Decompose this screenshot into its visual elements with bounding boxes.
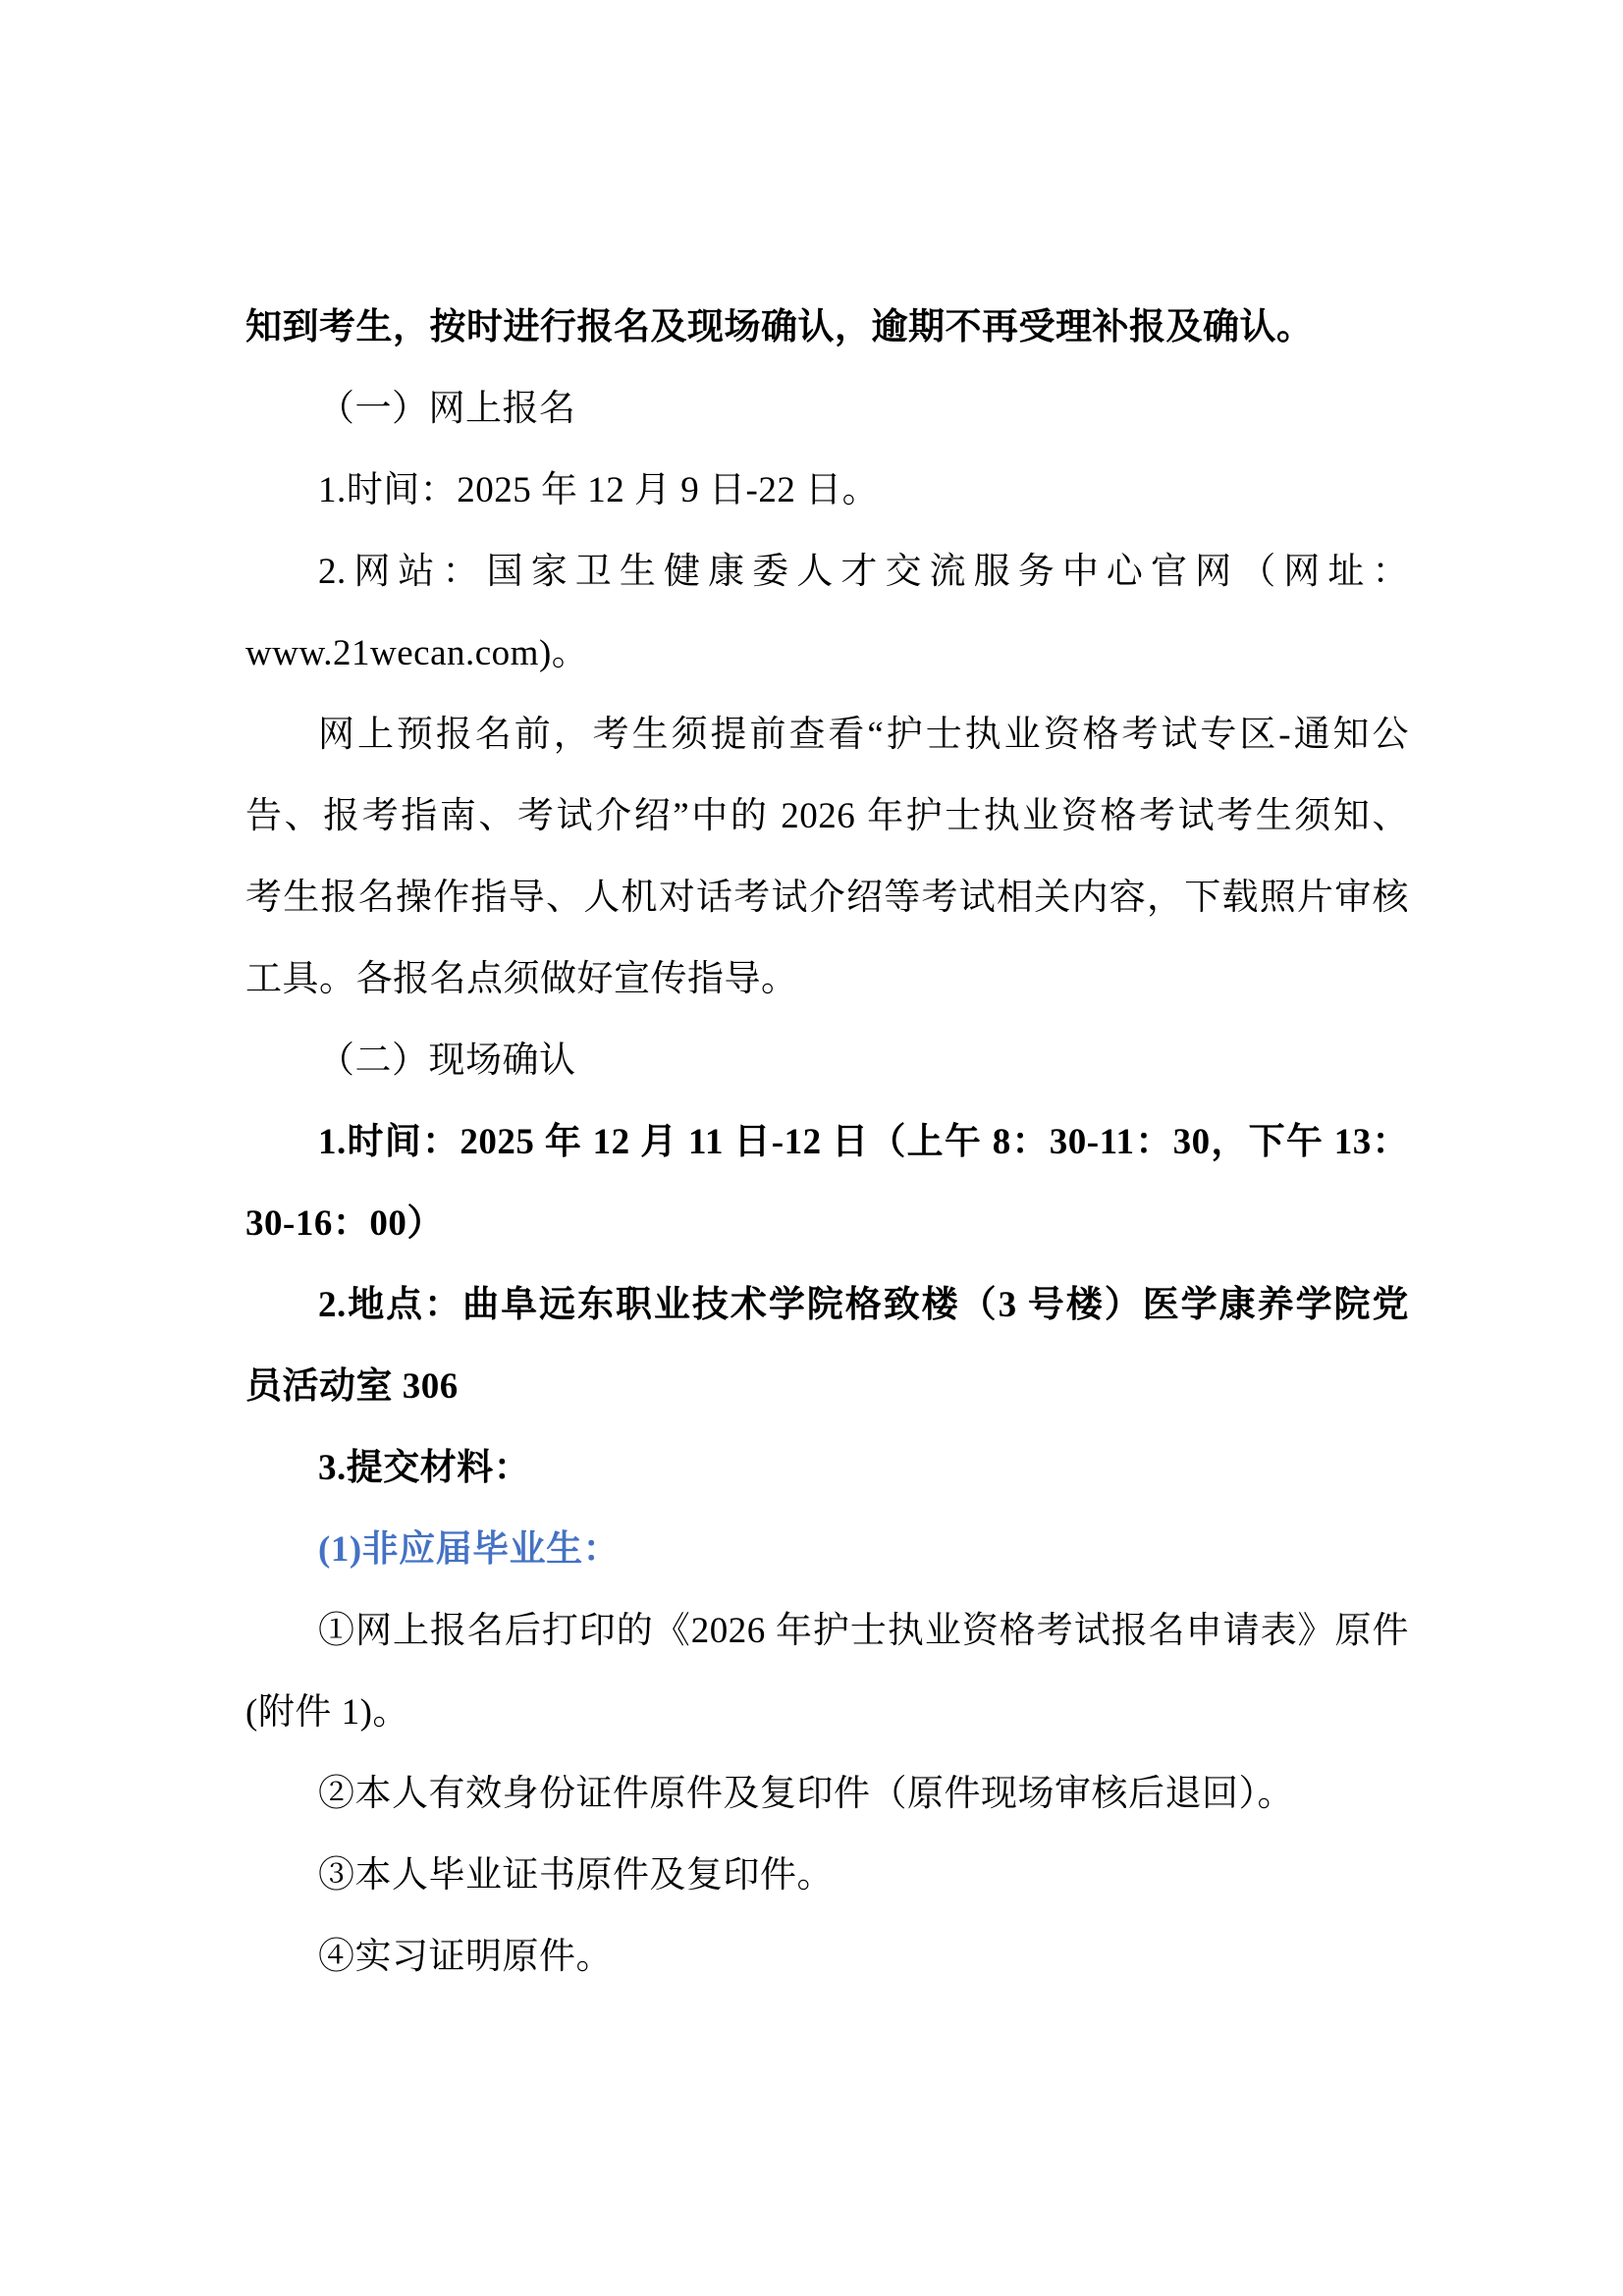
doc-line-onsite-time-1: 1.时间：2025 年 12 月 11 日-12 日（上午 8：30-11：30，下午 13： xyxy=(318,1122,1409,1162)
doc-line-onsite-time-2: 30-16：00） xyxy=(245,1203,444,1244)
doc-line-material-2: ②本人有效身份证件原件及复印件（原件现场审核后退回）。 xyxy=(318,1774,1294,1814)
doc-line-onsite-location-2: 员活动室 306 xyxy=(245,1366,459,1407)
doc-line-pre-reg-notice-3: 考生报名操作指导、人机对话考试介绍等考试相关内容，下载照片审核 xyxy=(245,878,1409,918)
doc-line-section-onsite-confirmation: （二）现场确认 xyxy=(318,1041,576,1081)
doc-line-online-reg-time: 1.时间：2025 年 12 月 9 日-22 日。 xyxy=(318,470,880,510)
doc-line-materials-heading: 3.提交材料： xyxy=(318,1448,531,1488)
doc-line-material-3: ③本人毕业证书原件及复印件。 xyxy=(318,1855,834,1896)
doc-line-non-fresh-graduates-heading: (1)非应届毕业生： xyxy=(318,1529,621,1570)
doc-line-section-online-registration: （一）网上报名 xyxy=(318,389,576,429)
doc-line-carryover-confirm-deadline: 知到考生，按时进行报名及现场确认，逾期不再受理补报及确认。 xyxy=(245,307,1314,347)
document-text-block xyxy=(245,287,1409,1998)
doc-line-material-1a: ①网上报名后打印的《2026 年护士执业资格考试报名申请表》原件 xyxy=(318,1611,1409,1651)
doc-line-online-reg-website: 2.网站：国家卫生健康委人才交流服务中心官网（网址： xyxy=(318,552,1409,592)
doc-line-website-url: www.21wecan.com)。 xyxy=(245,633,589,673)
doc-line-pre-reg-notice-1: 网上预报名前，考生须提前查看“护士执业资格考试专区-通知公 xyxy=(318,715,1409,755)
doc-line-material-4: ④实习证明原件。 xyxy=(318,1937,613,1977)
doc-line-pre-reg-notice-4: 工具。各报名点须做好宣传指导。 xyxy=(245,959,798,999)
doc-line-onsite-location-1: 2.地点：曲阜远东职业技术学院格致楼（3 号楼）医学康养学院党 xyxy=(318,1285,1409,1325)
doc-line-material-1b: (附件 1)。 xyxy=(245,1692,409,1733)
doc-line-pre-reg-notice-2: 告、报考指南、考试介绍”中的 2026 年护士执业资格考试考生须知、 xyxy=(245,796,1409,836)
